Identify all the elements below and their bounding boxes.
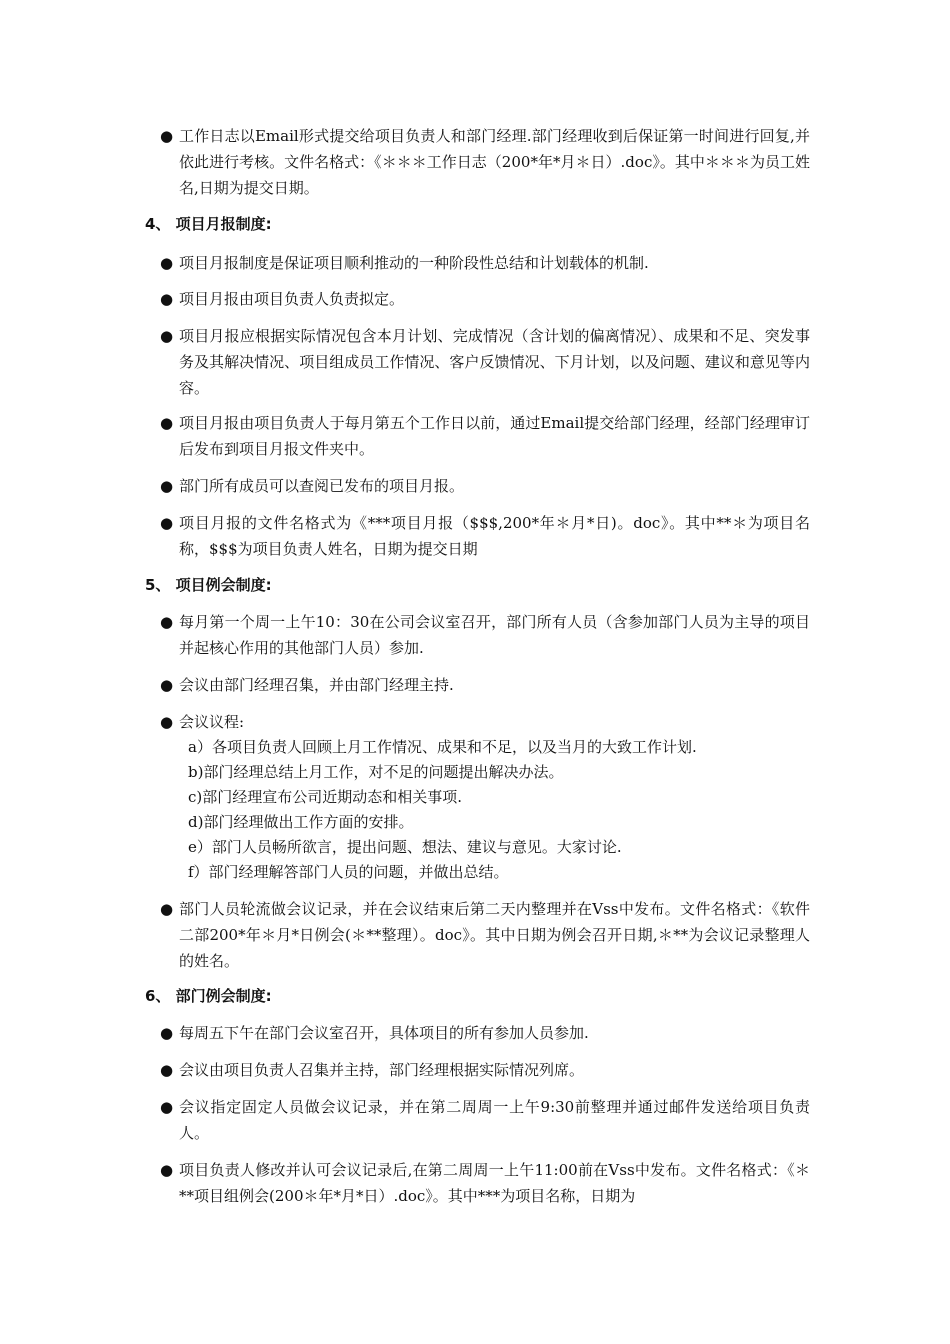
list-item bbox=[160, 709, 810, 885]
bullet-icon: ● bbox=[160, 900, 174, 918]
section-heading: 6、 部门例会制度: bbox=[145, 987, 272, 1005]
agenda-list bbox=[188, 735, 810, 885]
agenda-item: a）各项目负责人回顾上月工作情况、成果和不足，以及当月的大致工作计划. bbox=[188, 738, 697, 756]
list-item-text: 每月第一个周一上午10：30在公司会议室召开，部门所有人员（含参加部门人员为主导的项目并起核心作用的其他部门人员）参加. bbox=[179, 613, 810, 657]
list-item-text: 会议由项目负责人召集并主持，部门经理根据实际情况列席。 bbox=[179, 1061, 585, 1079]
bullet-icon: ● bbox=[160, 1161, 174, 1179]
list-item bbox=[160, 323, 810, 401]
agenda-item: b)部门经理总结上月工作，对不足的问题提出解决办法。 bbox=[188, 763, 564, 781]
list-item-text: 项目月报的文件名格式为《***项目月报（$$$,200*年＊月*日)。doc》。其中**＊为项目名称，$$$为项目负责人姓名，日期为提交日期 bbox=[179, 514, 810, 558]
bullet-icon: ● bbox=[160, 477, 174, 495]
bullet-icon: ● bbox=[160, 613, 174, 631]
list-item bbox=[160, 123, 810, 201]
agenda-item: e）部门人员畅所欲言，提出问题、想法、建议与意见。大家讨论. bbox=[188, 838, 622, 856]
bullet-icon: ● bbox=[160, 290, 174, 308]
list-item-text: 项目月报由项目负责人于每月第五个工作日以前，通过Email提交给部门经理，经部门经理审订后发布到项目月报文件夹中。 bbox=[179, 414, 810, 458]
bullet-icon: ● bbox=[160, 1098, 174, 1116]
list-item-text: 项目月报由项目负责人负责拟定。 bbox=[179, 290, 405, 308]
list-item bbox=[160, 286, 810, 312]
list-item-text: 部门人员轮流做会议记录，并在会议结束后第二天内整理并在Vss中发布。文件名格式：《软件二部200*年＊月*日例会(＊**整理）。doc》。其中日期为例会召开日期,＊**为会议记录整理人的姓名。 bbox=[179, 900, 810, 970]
bullet-icon: ● bbox=[160, 1024, 174, 1042]
list-item bbox=[160, 1094, 810, 1146]
list-item bbox=[160, 672, 810, 698]
bullet-icon: ● bbox=[160, 327, 174, 345]
list-item bbox=[160, 1157, 810, 1209]
list-item-text: 会议议程: bbox=[179, 713, 245, 731]
list-item-text: 每周五下午在部门会议室召开，具体项目的所有参加人员参加. bbox=[179, 1024, 589, 1042]
list-item-text: 会议由部门经理召集，并由部门经理主持. bbox=[179, 676, 454, 694]
list-item-text: 项目负责人修改并认可会议记录后,在第二周周一上午11:00前在Vss中发布。文件名格式：《＊**项目组例会(200＊年*月*日）.doc》。其中***为项目名称，日期为 bbox=[179, 1161, 810, 1205]
list-item-text: 项目月报应根据实际情况包含本月计划、完成情况（含计划的偏离情况）、成果和不足、突发事务及其解决情况、项目组成员工作情况、客户反馈情况、下月计划，以及问题、建议和意见等内容。 bbox=[179, 327, 810, 397]
list-item bbox=[160, 1020, 810, 1046]
bullet-icon: ● bbox=[160, 713, 174, 731]
bullet-icon: ● bbox=[160, 254, 174, 272]
list-item bbox=[160, 250, 810, 276]
list-item-text: 项目月报制度是保证项目顺利推动的一种阶段性总结和计划载体的机制. bbox=[179, 254, 649, 272]
list-item bbox=[160, 609, 810, 661]
list-item bbox=[160, 410, 810, 462]
list-item bbox=[160, 1057, 810, 1083]
section-heading: 4、 项目月报制度: bbox=[145, 215, 272, 233]
agenda-item: f）部门经理解答部门人员的问题，并做出总结。 bbox=[188, 863, 509, 881]
list-item-text: 工作日志以Email形式提交给项目负责人和部门经理.部门经理收到后保证第一时间进行回复,并依此进行考核。文件名格式：《＊＊＊工作日志（200*年*月＊日）.doc》。其中＊＊＊为员工姓名,日期为提交日期。 bbox=[179, 127, 810, 197]
bullet-icon: ● bbox=[160, 514, 174, 532]
list-item-text: 部门所有成员可以查阅已发布的项目月报。 bbox=[179, 477, 465, 495]
bullet-icon: ● bbox=[160, 1061, 174, 1079]
bullet-icon: ● bbox=[160, 414, 174, 432]
list-item-text: 会议指定固定人员做会议记录，并在第二周周一上午9:30前整理并通过邮件发送给项目负责人。 bbox=[179, 1098, 810, 1142]
agenda-item: c)部门经理宣布公司近期动态和相关事项. bbox=[188, 788, 463, 806]
list-item bbox=[160, 896, 810, 974]
list-item bbox=[160, 473, 810, 499]
section-heading: 5、 项目例会制度: bbox=[145, 576, 272, 594]
agenda-item: d)部门经理做出工作方面的安排。 bbox=[188, 813, 414, 831]
bullet-icon: ● bbox=[160, 676, 174, 694]
list-item bbox=[160, 510, 810, 562]
bullet-icon: ● bbox=[160, 127, 174, 145]
